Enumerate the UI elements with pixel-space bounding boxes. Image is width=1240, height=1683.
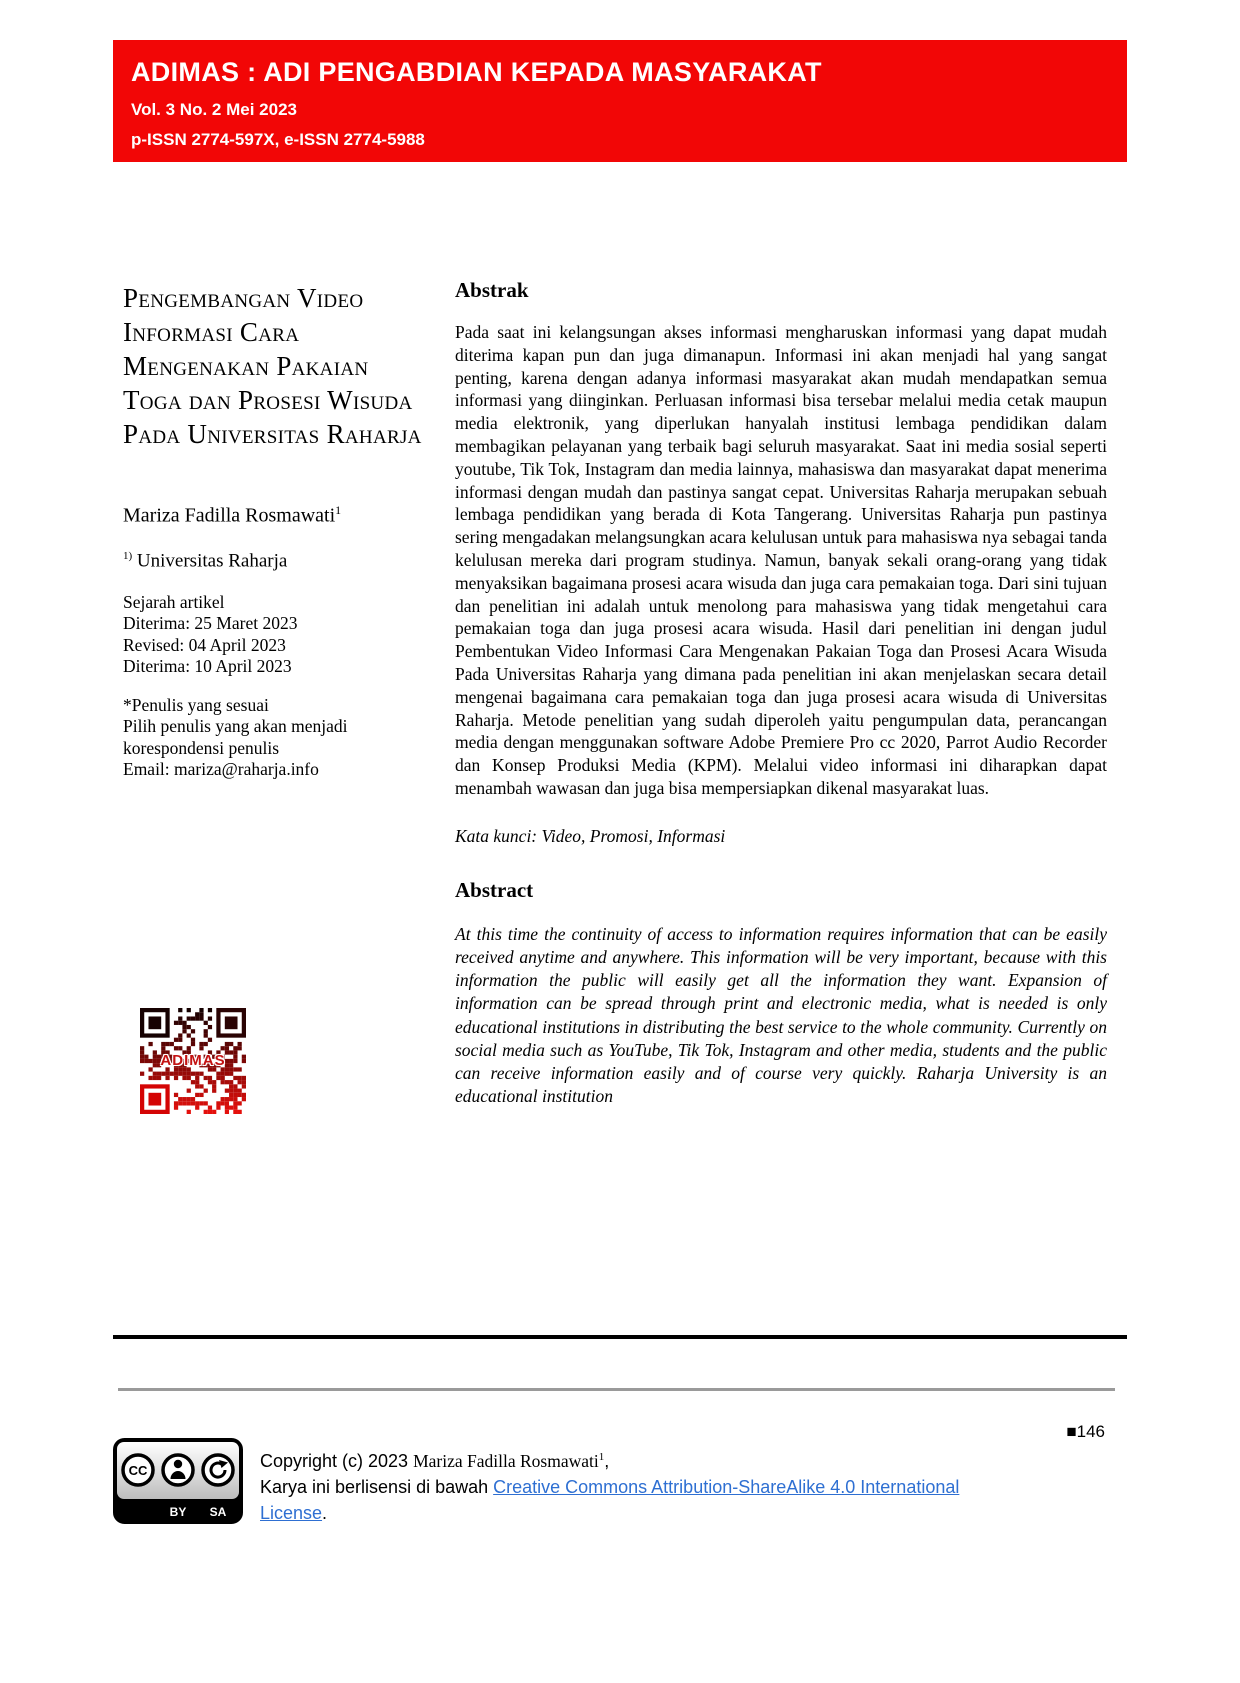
author-affiliation-marker: 1 [335,503,342,517]
copyright-line [260,1444,1018,1474]
copyright-license-block [260,1444,1018,1526]
journal-volume-line: Vol. 3 No. 2 Mei 2023 [131,100,297,119]
copyright-author-name: Mariza Fadilla Rosmawati [413,1450,599,1471]
page-number-marker: ■ [1066,1422,1077,1441]
journal-banner [113,40,1127,162]
abstract-column [455,278,1107,1108]
journal-issn-line: p-ISSN 2774-597X, e-ISSN 2774-5988 [131,130,425,149]
article-meta-column [123,281,431,781]
author-line [123,503,431,528]
copyright-superscript: 1 [598,1451,605,1463]
page-number-value: 146 [1076,1422,1105,1441]
article-history-accepted: Diterima: 10 April 2023 [123,656,292,677]
correspondence-block [123,695,431,781]
sharealike-arrow-icon [203,1455,233,1485]
corresponding-author-detail: Pilih penulis yang akan menjadi korespondensi penulis [123,716,348,758]
page-number [860,1422,1105,1442]
corresponding-author-note: *Penulis yang sesuai [123,694,269,715]
article-history-received: Diterima: 25 Maret 2023 [123,613,298,634]
article-history-revised: Revised: 04 April 2023 [123,634,286,655]
article-history-heading: Sejarah artikel [123,591,225,612]
keywords-line: Kata kunci: Video, Promosi, Informasi [455,825,726,846]
license-line [260,1474,1018,1526]
license-prefix: Karya ini berlisensi di bawah [260,1476,494,1497]
affiliation-name: Universitas Raharja [136,549,288,571]
copyright-suffix: , [604,1450,610,1471]
affiliation-marker: 1) [123,549,133,562]
article-history [123,592,431,678]
svg-text:CC: CC [128,1463,148,1478]
journal-title: ADIMAS : ADI PENGABDIAN KEPADA MASYARAKAT [131,57,822,87]
article-title: Pengembangan Video Informasi Cara Mengenakan Pakaian Toga dan Prosesi Wisuda Pada Universitas Raharja [123,283,422,449]
copyright-prefix: Copyright (c) 2023 [260,1450,414,1471]
abstract-body: At this time the continuity of access to information requires information that can be easily received anytime and anywhere. This information will be very important, because with this information the public will easily get all the information they want. Expansion of information can be spread through print and electronic media, what is needed is only educational institutions in distributing the best service to the whole community. Currently on social media such as YouTube, Tik Tok, Instagram and other media, students and the public can receive information easily and of course very quickly. Raharja University is an educational institution [455,923,1107,1107]
footer-divider-rule [118,1388,1115,1391]
abstrak-heading: Abstrak [455,278,529,302]
abstract-bottom-rule [113,1335,1127,1339]
abstrak-body: Pada saat ini kelangsungan akses informasi mengharuskan informasi yang dapat mudah diterima kapan pun dan juga dimanapun. Informasi ini akan menjadi hal yang sangat penting, karena dengan adanya informasi masyarakat akan mudah mendapatkan semua informasi yang diinginkan. Perluasan informasi bisa tersebar melalui media cetak maupun media elektronik, yang diperlukan hanyalah institusi lembaga pendidikan dalam membagikan pelayanan yang terbaik bagi seluruh masyarakat. Saat ini media sosial seperti youtube, Tik Tok, Instagram dan media lainnya, mahasiswa dan masyarakat dapat menerima informasi dengan mudah dan pastinya sangat cepat. Universitas Raharja merupakan sebuah lembaga pendidikan yang berada di Kota Tangerang. Universitas Raharja pun pastinya sering mengadakan melangsungkan acara kelulusan untuk para mahasiswa nya sebagai tanda kelulusan mereka dari program studinya. Namun, banyak sekali orang-orang yang tidak menyaksikan bagaimana prosesi acara wisuda dan juga cara pemakaian toga. Dari sini tujuan dan penelitian ini adalah untuk menolong para mahasiswa yang tidak mengetahui cara pemakaian toga dan juga prosesi acara wisuda. Hasil dari penelitian ini dengan judul Pembentukan Video Informasi Cara Mengenakan Pakaian Toga dan Prosesi Acara Wisuda Pada Universitas Raharja yang dimana pada penelitian ini akan menjelaskan secara detail mengenai bagaimana cara pemakaian toga dan juga prosesi acara wisuda di Universitas Raharja. Metode penelitian yang sudah diperoleh yaitu pengumpulan data, perancangan media dengan menggunakan software Adobe Premiere Pro cc 2020, Parrot Audio Recorder dan Konsep Produksi Media (KPM). Melalui video informasi ini diharapkan dapat menambah wawasan dan juga bisa mempersiapkan dikenal masyarakat luas. [455,322,1107,798]
license-suffix: . [322,1502,328,1523]
cc-by-sa-badge[interactable] [113,1438,243,1524]
affiliation-line [123,550,431,572]
cc-by-label: BY [169,1505,187,1519]
license-link[interactable]: Creative Commons Attribution-ShareAlike 4.0 International License [260,1476,960,1523]
qr-label: ADIMAS [160,1052,226,1069]
cc-sa-label: SA [209,1505,227,1519]
author-name: Mariza Fadilla Rosmawati [123,504,336,527]
adimas-qr-code [140,1008,246,1114]
abstract-heading: Abstract [455,877,534,902]
attribution-person-icon [163,1455,193,1485]
corresponding-author-email: Email: mariza@raharja.info [123,759,319,780]
